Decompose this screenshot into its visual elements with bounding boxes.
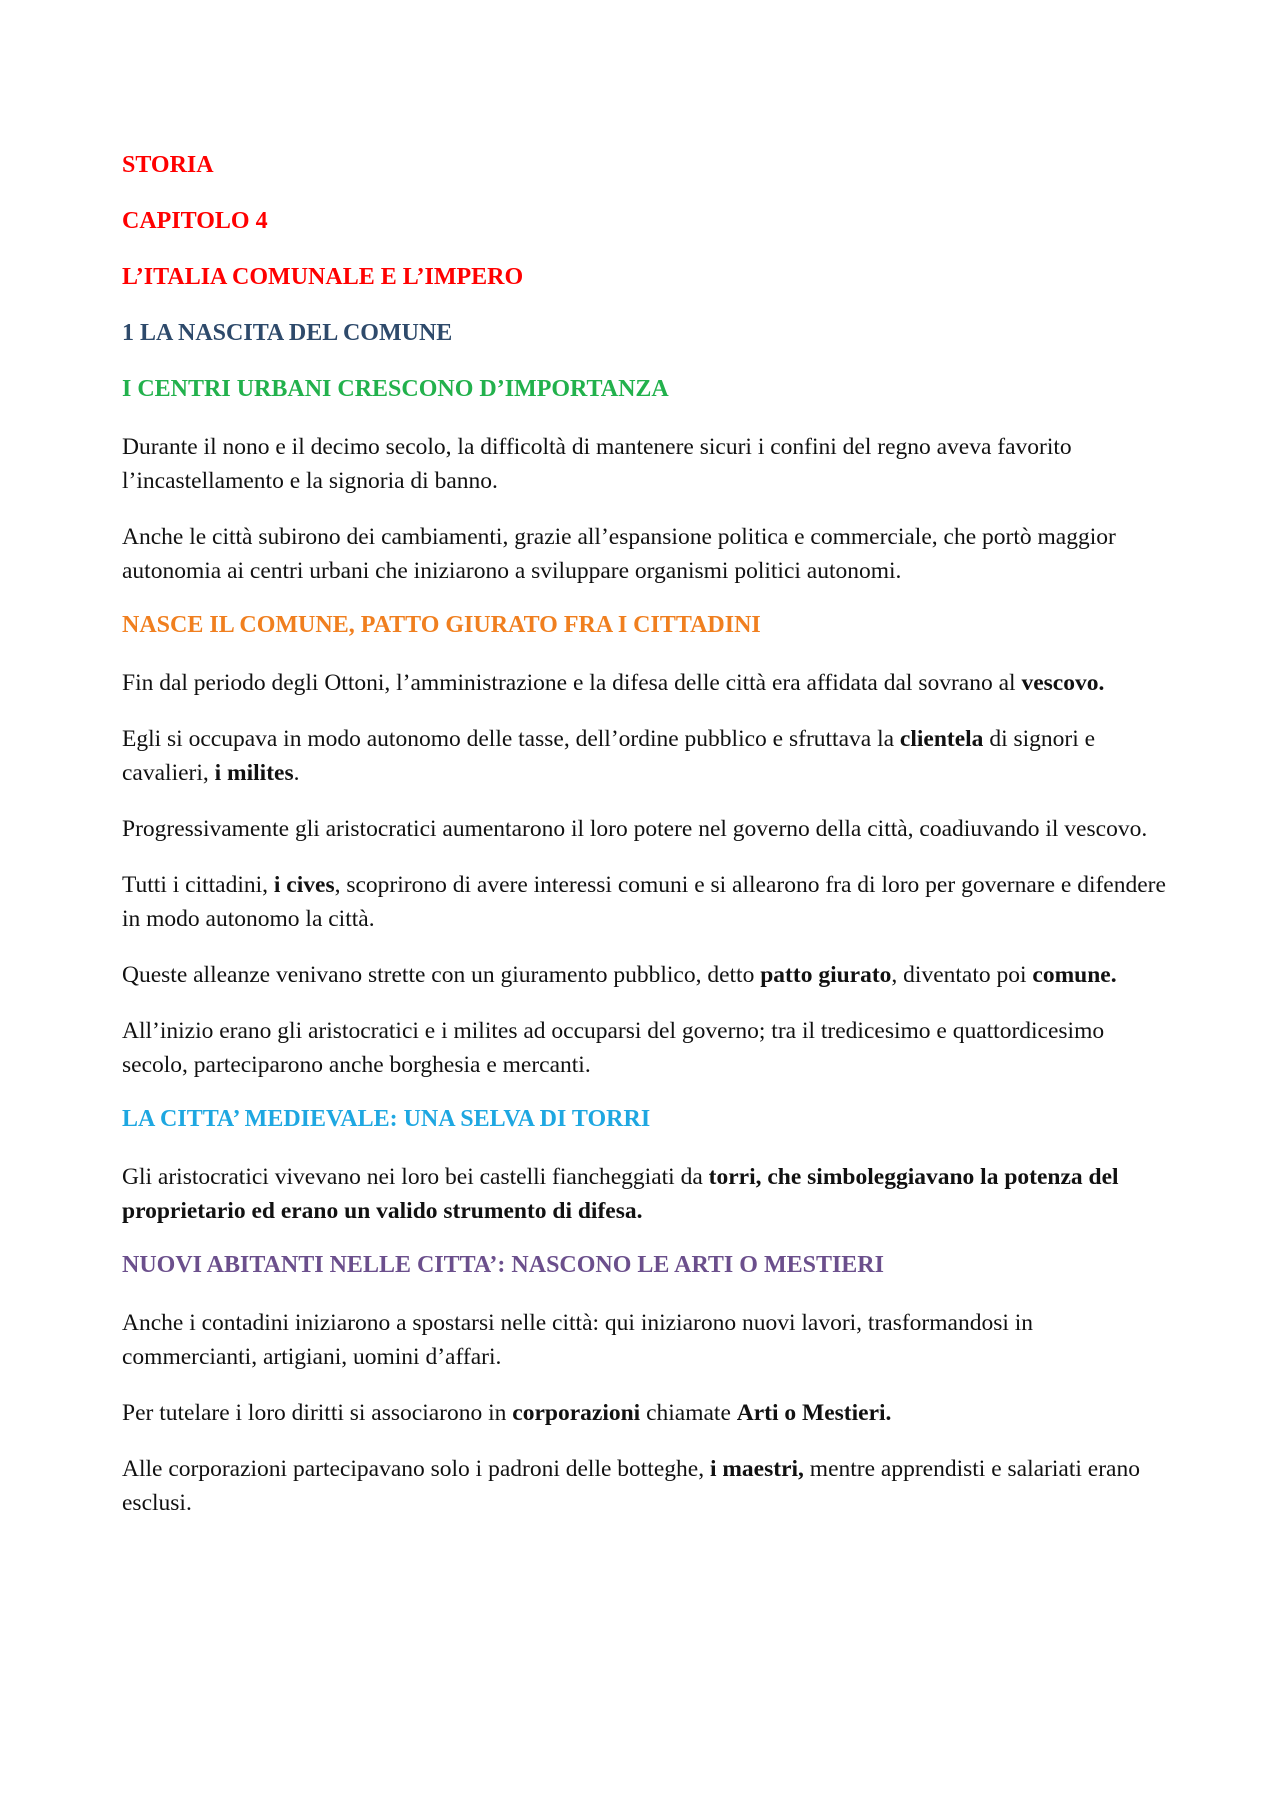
paragraph-5: Progressivamente gli aristocratici aumentarono il loro potere nel governo della città, coadiuvando il vescovo. [122,816,1148,842]
subheading-centri-urbani: I CENTRI URBANI CRESCONO D’IMPORTANZA [122,376,669,402]
bold-vescovo: vescovo. [1021,670,1105,696]
paragraph-12 [122,1452,1170,1520]
bold-clientela: clientela [899,726,984,752]
paragraph-6-text-c: , scoprirono di avere interessi comuni e si allearono fra di loro per governare e difendere in modo autonomo la città. [122,872,1166,932]
bold-arti-mestieri: Arti o Mestieri. [736,1400,892,1426]
paragraph-11-text-c: chiamate [640,1400,737,1426]
paragraph-9-text-a: Gli aristocratici vivevano nei loro bei castelli fiancheggiati da [122,1164,709,1190]
paragraph-12-text-a: Alle corporazioni partecipavano solo i padroni delle botteghe, [122,1456,710,1482]
bold-cives: i cives [273,872,335,898]
paragraph-2: Anche le città subirono dei cambiamenti, grazie all’espansione politica e commerciale, che portò maggior autonomia ai centri urbani che iniziarono a sviluppare organismi politici autonomi. [122,524,1116,584]
paragraph-4-text-a: Egli si occupava in modo autonomo delle tasse, dell’ordine pubblico e sfruttava la [122,726,900,752]
paragraph-3 [122,666,1170,700]
doc-title-subject: STORIA [122,152,214,178]
paragraph-9 [122,1160,1170,1228]
paragraph-3-text: Fin dal periodo degli Ottoni, l’amministrazione e la difesa delle città era affidata dal sovrano al [122,670,1022,696]
paragraph-6-text-a: Tutti i cittadini, [122,872,274,898]
subheading-nuovi-abitanti: NUOVI ABITANTI NELLE CITTA’: NASCONO LE ARTI O MESTIERI [122,1252,884,1278]
bold-milites: i milites [214,760,294,786]
paragraph-1: Durante il nono e il decimo secolo, la difficoltà di mantenere sicuri i confini del regno aveva favorito l’incastellamento e la signoria di banno. [122,434,1072,494]
paragraph-7-text-a: Queste alleanze venivano strette con un giuramento pubblico, detto [122,962,761,988]
paragraph-7 [122,958,1170,992]
paragraph-11-text-a: Per tutelare i loro diritti si associarono in [122,1400,513,1426]
bold-corporazioni: corporazioni [512,1400,641,1426]
paragraph-4 [122,722,1170,790]
doc-title-chapter: CAPITOLO 4 [122,208,268,234]
paragraph-12-text-c: mentre apprendisti e salariati erano esclusi. [122,1456,1140,1516]
subheading-nasce-comune: NASCE IL COMUNE, PATTO GIURATO FRA I CITTADINI [122,612,761,638]
paragraph-11 [122,1396,1170,1430]
bold-maestri: i maestri, [709,1456,804,1482]
bold-patto-giurato: patto giurato [760,962,892,988]
paragraph-4-text-e: . [293,760,300,786]
paragraph-6 [122,868,1170,936]
doc-title-main: L’ITALIA COMUNALE E L’IMPERO [122,264,524,290]
paragraph-8: All’inizio erano gli aristocratici e i milites ad occuparsi del governo; tra il tredicesimo e quattordicesimo secolo, parteciparono anche borghesia e mercanti. [122,1018,1105,1078]
subheading-citta-medievale: LA CITTA’ MEDIEVALE: UNA SELVA DI TORRI [122,1106,651,1132]
paragraph-4-text-c: di signori e cavalieri, [122,726,1096,786]
bold-torri: torri, che simboleggiavano la potenza del proprietario ed erano un valido strumento di difesa. [122,1164,1119,1224]
bold-comune: comune. [1032,962,1117,988]
section-heading-1: 1 LA NASCITA DEL COMUNE [122,320,453,346]
paragraph-7-text-c: , diventato poi [891,962,1033,988]
paragraph-10: Anche i contadini iniziarono a spostarsi nelle città: qui iniziarono nuovi lavori, trasformandosi in commercianti, artigiani, uomini d’affari. [122,1310,1034,1370]
